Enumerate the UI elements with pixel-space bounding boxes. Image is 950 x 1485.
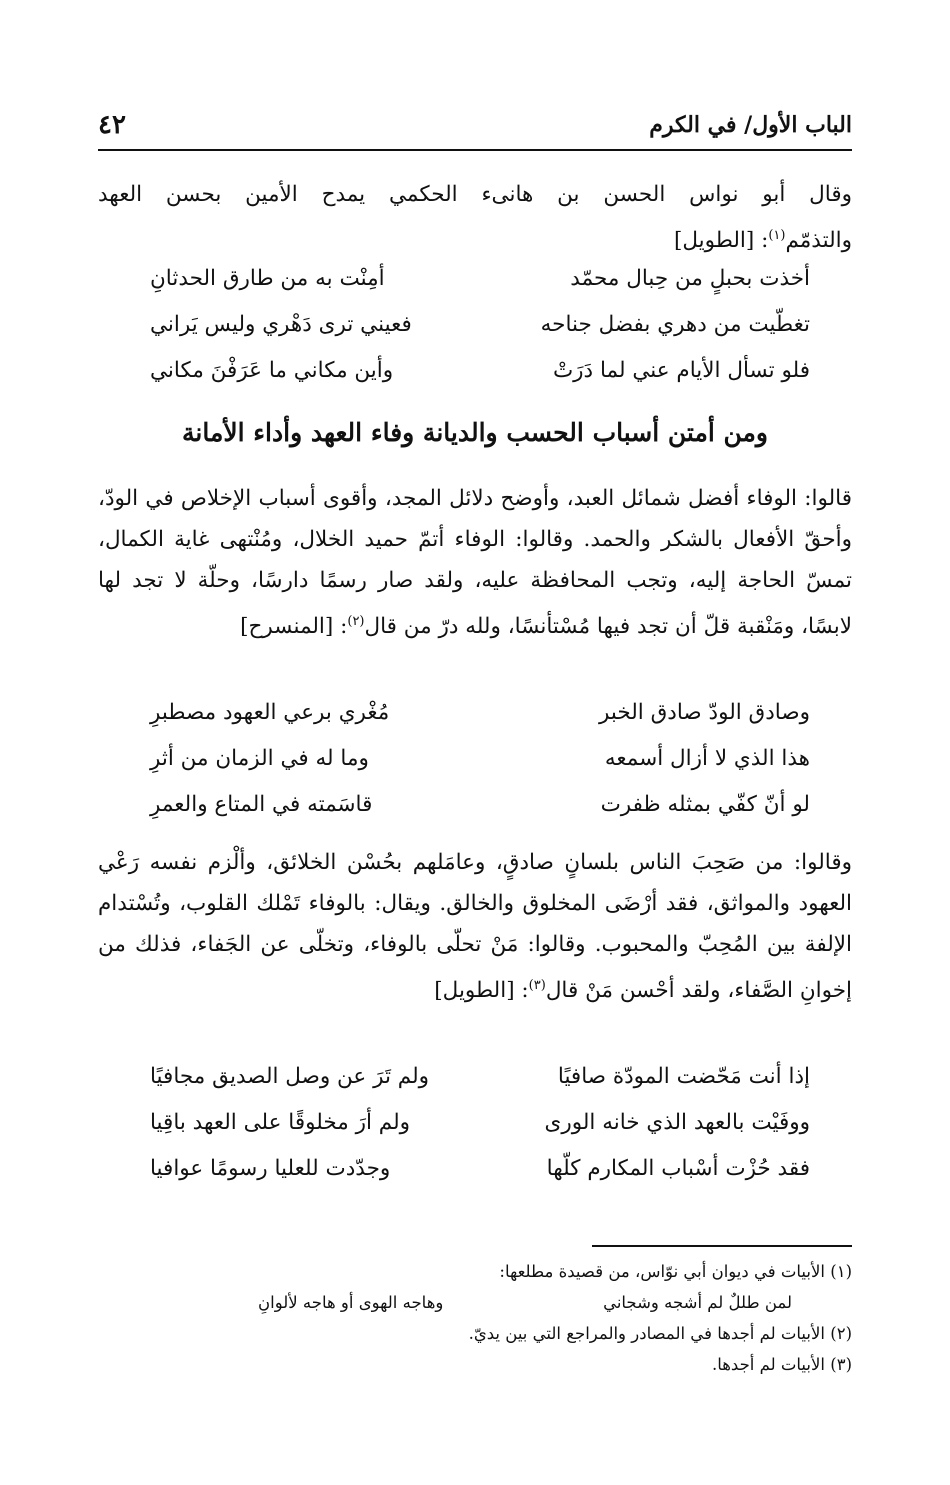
paragraph-2 xyxy=(98,478,852,647)
hemistich-first: هذا الذي لا أزال أسمعه xyxy=(604,746,810,771)
header-rule xyxy=(98,149,852,151)
hemistich-first: فلو تسأل الأيام عني لما دَرَتْ xyxy=(552,358,810,383)
footnote-rule xyxy=(592,1245,852,1247)
footnote-1-verse xyxy=(98,1287,852,1318)
footnote-2: (٢) الأبيات لم أجدها في المصادر والمراجع التي بين يديّ. xyxy=(468,1324,852,1343)
verse xyxy=(150,792,810,838)
hemistich-second: وجدّدت للعليا رسومًا عوافيا xyxy=(150,1156,391,1181)
hemistich-first: تغطّيت من دهري بفضل جناحه xyxy=(540,312,810,337)
verse xyxy=(150,312,810,358)
hemistich-first: لو أنّ كفّي بمثله ظفرت xyxy=(600,792,810,817)
footnote-verse-first: لمن طللٌ لم أشجه وشجاني xyxy=(603,1293,792,1312)
hemistich-first: ووفَيْت بالعهد الذي خانه الورى xyxy=(544,1110,810,1135)
verse xyxy=(150,1064,810,1110)
poem-2 xyxy=(150,700,810,838)
poem-3 xyxy=(150,1064,810,1202)
verse xyxy=(150,1110,810,1156)
verse xyxy=(150,746,810,792)
footnote-ref-1: (١) xyxy=(768,228,786,243)
verse xyxy=(150,266,810,312)
hemistich-first: فقد حُزْت أسْباب المكارم كلّها xyxy=(546,1156,810,1181)
hemistich-second: وأين مكاني ما عَرَفْنَ مكاني xyxy=(150,358,394,383)
verse xyxy=(150,358,810,404)
paragraph-3-text: وقالوا: من صَحِبَ الناس بلسانٍ صادقٍ، وعامَلهم بحُسْن الخلائق، وألْزم نفسه رَعْي العهود والمواثق، فقد أرْضَى المخلوق والخالق. ويقال: بالوفاء تَمْلك القلوب، وتُسْتدام الإلفة بين المُحِبّ والمحبوب. وقالوا: مَنْ تحلّى بالوفاء، وتخلّى عن الجَفاء، فذلك من إخوانِ الصَّفاء، ولقد أحْسن مَنْ قال xyxy=(98,850,852,1004)
hemistich-first: وصادق الودّ صادق الخبر xyxy=(599,700,810,725)
page-header xyxy=(98,108,852,148)
verse xyxy=(150,1156,810,1202)
section-heading: ومن أمتن أسباب الحسب والديانة وفاء العهد وأداء الأمانة xyxy=(182,418,768,447)
footnotes xyxy=(98,1256,852,1380)
footnote-ref-3: (٣) xyxy=(528,978,546,993)
hemistich-second: أمِنْت به من طارق الحدثانِ xyxy=(150,266,385,291)
paragraph-2-text: قالوا: الوفاء أفضل شمائل العبد، وأوضح دلائل المجد، وأقوى أسباب الإخلاص في الودّ، وأحقّ الأفعال بالشكر والحمد. وقالوا: الوفاء أتمّ حميد الخلال، ومُنْتهى غاية الكمال، تمسّ الحاجة إليه، وتجب المحافظة عليه، ولقد صار رسمًا دارسًا، وحلّة لا تجد لها لابسًا، ومَنْقبة قلّ أن تجد فيها مُسْتأنسًا، ولله درّ من قال xyxy=(98,486,852,640)
hemistich-second: مُغْري برعي العهود مصطبرِ xyxy=(150,700,390,725)
hemistich-second: فعيني ترى دَهْري وليس يَراني xyxy=(150,312,412,337)
verse xyxy=(150,700,810,746)
footnote-ref-2: (٢) xyxy=(347,614,365,629)
hemistich-second: ولم تَرَ عن وصل الصديق مجافيًا xyxy=(150,1064,430,1089)
hemistich-first: أخذت بحبلٍ من حِبال محمّد xyxy=(570,266,810,291)
hemistich-second: قاسَمته في المتاع والعمرِ xyxy=(150,792,373,817)
hemistich-first: إذا أنت مَحّضت المودّة صافيًا xyxy=(557,1064,810,1089)
footnote-1: (١) الأبيات في ديوان أبي نوّاس، من قصيدة مطلعها: xyxy=(499,1262,852,1281)
meter-label-3: : [الطويل] xyxy=(434,978,529,1004)
poem-1 xyxy=(150,266,810,404)
hemistich-second: ولم أرَ مخلوقًا على العهد باقِيا xyxy=(150,1110,411,1135)
meter-label-1: : [الطويل] xyxy=(673,228,769,254)
hemistich-second: وما له في الزمان من أثرِ xyxy=(150,746,369,771)
intro-paragraph xyxy=(98,174,852,261)
footnote-verse-second: وهاجه الهوى أو هاجه لألوانِ xyxy=(258,1293,444,1312)
page-number: ٤٢ xyxy=(98,110,126,140)
intro-text: وقال أبو نواس الحسن بن هانىء الحكمي يمدح الأمين بحسن العهد والتذمّم xyxy=(98,182,852,254)
paragraph-3 xyxy=(98,842,852,1011)
meter-label-2: : [المنسرح] xyxy=(240,614,348,640)
footnote-3: (٣) الأبيات لم أجدها. xyxy=(711,1355,852,1374)
running-title: الباب الأول/ في الكرم xyxy=(649,112,852,138)
